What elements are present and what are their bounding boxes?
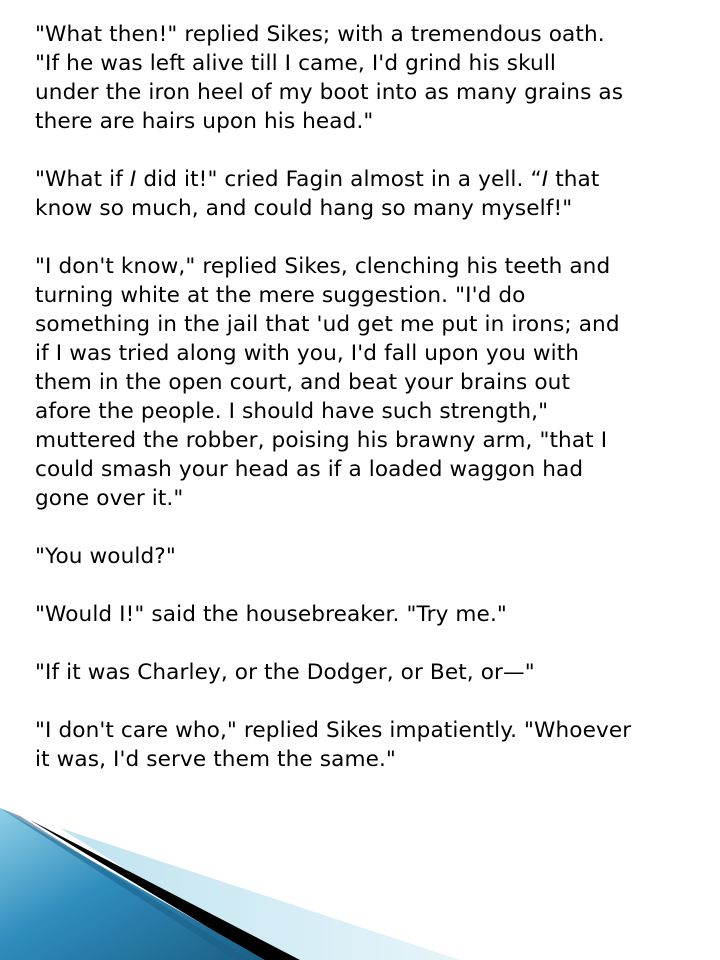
paragraph-3-line-5: them in the open court, and beat your brains out (35, 370, 571, 395)
text-body (35, 20, 685, 774)
paragraph-7-line-2: it was, I'd serve them the same." (35, 747, 396, 772)
paragraph-3-line-3: something in the jail that 'ud get me put in irons; and (35, 312, 620, 337)
paragraph-3-line-7: muttered the robber, poising his brawny arm, "that I (35, 428, 608, 453)
paragraph-5 (35, 600, 685, 629)
paragraph-2-line-1-part-b: did it!" cried Fagin almost in a yell. “ (136, 167, 542, 192)
paragraph-2-emphasis-2: I (541, 167, 549, 192)
paragraph-1-line-3: under the iron heel of my boot into as many grains as (35, 80, 624, 105)
paragraph-3-line-4: if I was tried along with you, I'd fall upon you with (35, 341, 580, 366)
paragraph-2 (35, 165, 685, 223)
paragraph-7 (35, 716, 685, 774)
paragraph-3-line-8: could smash your head as if a loaded waggon had (35, 457, 584, 482)
paragraph-1-line-2: "If he was left alive till I came, I'd grind his skull (35, 51, 557, 76)
paragraph-2-emphasis-1: I (129, 167, 137, 192)
paragraph-5-line-1: "Would I!" said the housebreaker. "Try me." (35, 602, 507, 627)
paragraph-3 (35, 252, 685, 513)
paragraph-6-line-1: "If it was Charley, or the Dodger, or Bet, or—" (35, 660, 535, 685)
paragraph-7-line-1: "I don't care who," replied Sikes impatiently. "Whoever (35, 718, 632, 743)
paragraph-6 (35, 658, 685, 687)
paragraph-1-line-1: "What then!" replied Sikes; with a tremendous oath. (35, 22, 605, 47)
paragraph-3-line-1: "I don't know," replied Sikes, clenching his teeth and (35, 254, 611, 279)
corner-decoration (0, 780, 720, 960)
paragraph-3-line-2: turning white at the mere suggestion. "I'd do (35, 283, 526, 308)
paragraph-4-line-1: "You would?" (35, 544, 176, 569)
paragraph-2-line-2: know so much, and could hang so many myself!" (35, 196, 573, 221)
paragraph-2-line-1 (35, 165, 685, 194)
paragraph-4 (35, 542, 685, 571)
paragraph-3-line-9: gone over it." (35, 486, 184, 511)
paragraph-1 (35, 20, 685, 136)
paragraph-2-line-1-part-c: that (548, 167, 600, 192)
paragraph-2-line-1-part-a: "What if (35, 167, 130, 192)
paragraph-3-line-6: afore the people. I should have such strength," (35, 399, 549, 424)
paragraph-1-line-4: there are hairs upon his head." (35, 109, 374, 134)
